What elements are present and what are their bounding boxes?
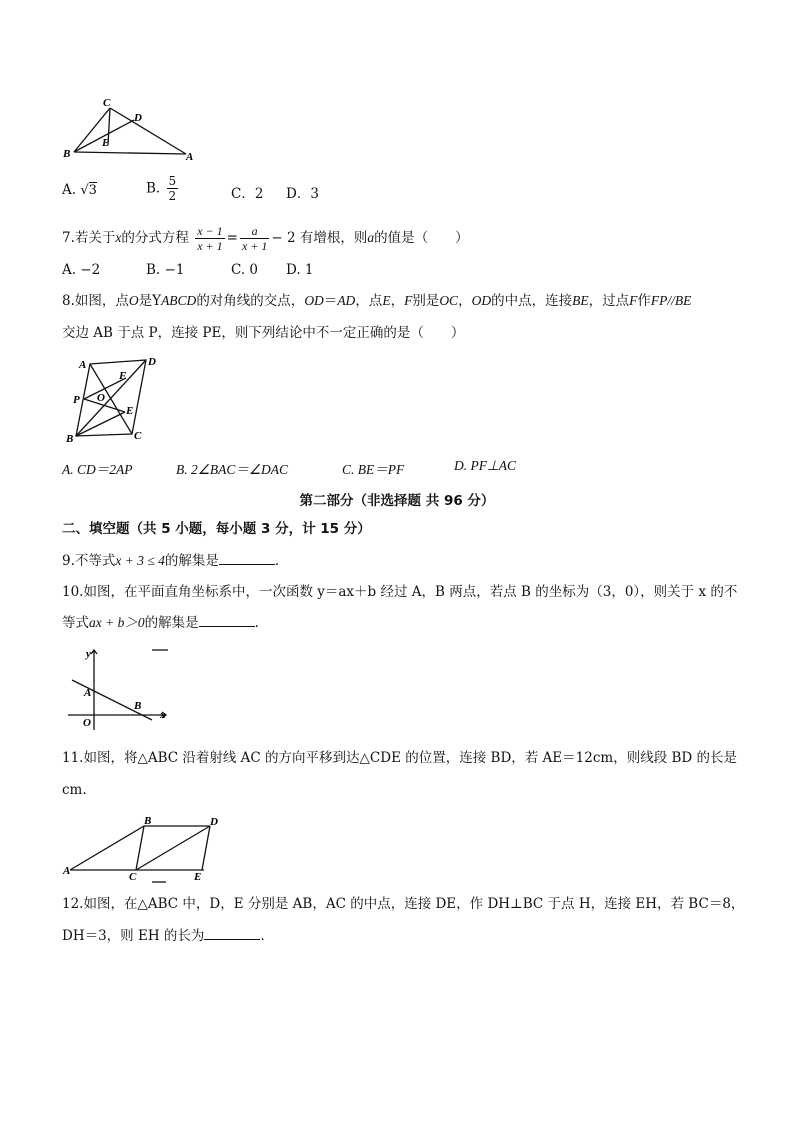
q8-l1-a: 8.如图，点 [62,293,129,309]
q8-label-A: A [79,359,87,371]
q6-option-a-value: 3 [88,183,97,198]
q8-l1-AD: AD [337,293,356,308]
q12-l2-end: . [260,928,265,944]
q10-answer-blank[interactable] [199,614,255,627]
q8-label-P: P [73,394,80,406]
section2-heading: 二、填空题（共 5 小题，每小题 3 分，计 15 分） [62,521,371,537]
q8-l1-i: 作 [637,293,651,309]
q9-expr: x + 3 ≤ 4 [115,553,165,568]
q10-stem-line2 [62,614,259,632]
q8-l1-c: 的对角线的交点， [196,293,305,309]
q8-stem-line2: 交边 AB 于点 P，连接 PE，则下列结论中不一定正确的是（ ） [62,325,465,341]
q6-option-b [146,174,180,203]
q7-fraction-2 [240,224,269,253]
q10-l2-a: 等式 [62,615,89,631]
q8-l1-e: 别是 [412,293,440,309]
part2-title: 第二部分（非选择题 共 96 分） [299,493,495,509]
q7-frac2-num: a [240,224,269,239]
q8-l1-O: O [128,293,139,308]
q10-label-y: y [86,648,91,660]
q6-option-c: C．2 [231,186,264,202]
q10-l2-expr: ax + b＞0 [89,615,145,630]
q8-l1-E: E [382,293,391,308]
q8-l1-comma: ， [390,293,405,309]
q9-stem [62,552,279,570]
q8-l1-OD2: OD [471,293,492,308]
q7-fraction-1 [195,224,224,253]
q10-label-x: x [160,709,166,721]
q10-label-A: A [84,687,92,699]
q8-l1-f: ， [458,293,472,309]
q8-l1-ABCD: ABCD [161,293,197,308]
q8-l1-g: 的中点，连接 [491,293,573,309]
q8-l1-b: 是 [138,293,153,309]
q6-label-B: B [63,148,71,160]
q7-frac1-den: x + 1 [197,239,223,253]
q8-l1-h: ，过点 [588,293,630,309]
q10-label-O: O [83,717,91,729]
q7-option-a: A. −2 [62,262,101,278]
q8-label-F: F [119,370,127,382]
q8-option-a: A. CD＝2AP [62,462,133,477]
q6-label-E: E [102,137,110,149]
q8-label-E: E [126,405,134,417]
q10-label-B: B [134,700,142,712]
q8-l1-eq: ＝ [323,293,338,309]
q12-stem-line2 [62,927,265,945]
q8-label-O: O [97,392,105,404]
q11-label-D: D [210,816,218,828]
q7-option-c: C. 0 [231,262,259,278]
q8-stem-line1 [62,292,691,310]
q10-stem-line1: 10.如图，在平面直角坐标系中，一次函数 y＝ax＋b 经过 A，B 两点，若点 B 的坐标为（3，0），则关于 x 的不 [62,584,738,600]
q6-label-A: A [186,151,194,163]
q10-coordinate-figure [66,640,176,732]
q11-label-A: A [63,865,71,877]
q8-l1-OD: OD [304,293,324,308]
q8-parallelogram-figure [62,352,162,444]
q9-suffix: 的解集是 [164,553,219,569]
q8-label-D: D [148,356,156,368]
q6-triangle-figure [60,94,200,166]
q6-option-d: D．3 [286,186,319,202]
q7-frac2-den: x + 1 [241,239,268,253]
q8-l1-d: ，点 [355,293,383,309]
q6-option-b-numerator: 5 [168,174,177,188]
q7-equals: = [226,230,238,246]
q7-stem [62,224,469,253]
q8-l1-F: F [404,293,413,308]
q8-option-b: B. 2∠BAC＝∠DAC [176,462,288,477]
q9-end: . [274,553,280,569]
q9-answer-blank[interactable] [219,552,275,565]
q8-l1-FPBE: FP//BE [650,293,692,308]
q8-label-B: B [66,433,74,444]
q7-frac1-num: x − 1 [197,224,223,238]
q7-prefix: 7.若关于 [62,230,116,246]
q8-option-d: D. PF⊥AC [454,458,517,473]
q6-label-D: D [134,112,142,124]
q12-l2-a: DH＝3，则 EH 的长为 [62,928,205,944]
parallelogram-symbol: Y [152,293,162,309]
q7-var-x: x [115,230,122,245]
q6-option-b-fraction [167,174,179,203]
q11-stem-line1: 11.如图，将△ABC 沿着射线 AC 的方向平移到达△CDE 的位置，连接 BD，若 AE＝12cm，则线段 BD 的长是 [62,750,738,766]
q10-l2-end: . [254,615,259,631]
q11-translation-figure [62,812,224,884]
q6-option-b-prefix: B. [146,180,161,197]
q7-after: − 2 有增根，则 [271,230,368,246]
q7-tail: 的值是（ ） [374,230,469,246]
q11-label-C: C [129,871,137,883]
q12-stem-line1: 12.如图，在△ABC 中，D，E 分别是 AB，AC 的中点，连接 DE，作 DH⊥BC 于点 H，连接 EH，若 BC＝8， [62,896,745,912]
q6-option-a-prefix: A. [62,182,77,198]
q7-var-a: a [367,230,375,245]
q7-option-b: B. −1 [146,262,185,278]
q8-l1-BE: BE [572,293,589,308]
q12-answer-blank[interactable] [204,927,260,940]
q8-l1-OC: OC [439,293,459,308]
q6-label-C: C [103,97,111,109]
q8-option-c: C. BE＝PF [342,462,405,477]
q6-option-b-denominator: 2 [168,189,177,203]
q8-l1-F2: F [629,293,638,308]
q11-label-B: B [144,815,152,827]
q7-option-d: D. 1 [286,262,314,278]
q7-mid: 的分式方程 [121,230,189,246]
q9-prefix: 9.不等式 [62,553,116,569]
q11-stem-line2: cm. [62,782,87,798]
q10-l2-b: 的解集是 [144,615,199,631]
q8-label-C: C [134,430,142,442]
q6-option-a [62,182,97,198]
q11-label-E: E [194,871,202,883]
sqrt-symbol: √3 [80,183,97,198]
